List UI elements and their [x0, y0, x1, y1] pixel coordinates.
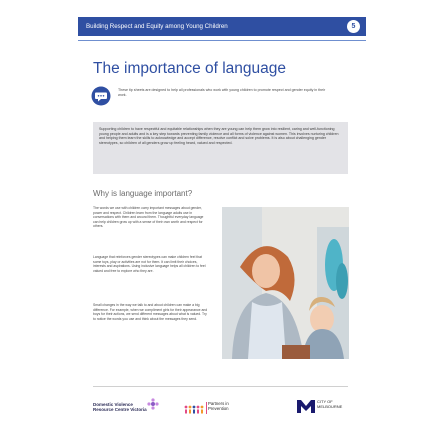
- intro-text: These tip sheets are designed to help all professionals who work with young children to promote respect and gender equity in their work.: [118, 88, 326, 97]
- pip-line-1: Partners in: [208, 401, 229, 406]
- dvrc-line-1: Domestic Violence: [93, 402, 133, 407]
- people-icon: [184, 404, 206, 414]
- footer-divider: [93, 386, 348, 387]
- header-bar: [78, 17, 366, 36]
- flower-icon: [147, 398, 159, 410]
- pip-divider: [206, 402, 207, 414]
- educator-child-photo: [222, 207, 349, 359]
- header-title: Building Respect and Equity among Young Children: [86, 23, 228, 30]
- partners-in-prevention-logo: [184, 401, 254, 415]
- page-title: The importance of language: [93, 60, 287, 77]
- body-paragraph: Language that reinforces gender stereotypes can make children feel that some toys, play or activities are not for them. It can limit their choices, interests and aspirations. Using inclusive language helps all children to feel valued and free to explore who they are.: [93, 255, 206, 273]
- info-box: [93, 122, 348, 174]
- body-paragraph: Small changes in the way we talk to and about children can make a big difference. For example, when we compliment girls for their appearance and boys for their actions, we send different messages about what is valued. Try to notice the words you use and think about the messages they send.: [93, 303, 208, 321]
- dvrc-logo-text: [93, 402, 147, 412]
- section-heading: Why is language important?: [93, 189, 193, 198]
- pip-logo-text: [208, 402, 229, 412]
- dvrc-line-2: Resource Centre Victoria: [93, 407, 147, 413]
- pip-line-2: Prevention: [208, 405, 229, 411]
- dvrc-logo: [93, 398, 175, 418]
- page-number-badge: 5: [347, 20, 360, 33]
- melb-line-2: MELBOURNE: [317, 403, 343, 409]
- city-of-melbourne-logo: [297, 398, 347, 416]
- speech-bubble-icon: [91, 86, 111, 106]
- melb-line-1: CITY OF: [317, 399, 333, 404]
- body-paragraph: The words we use with children carry important messages about gender, power and respect. Children learn from the language adults use in conversations with them and around them. Thoughtful everyday language can help children grow up with a sense of their own worth and respect for others.: [93, 206, 204, 228]
- m-mark-icon: [297, 400, 315, 413]
- melbourne-logo-text: [317, 400, 342, 409]
- info-box-text: Supporting children to have respectful and equitable relationships when they are young can help them grow into resilient, caring and well-functioning young people and adults and is a key step towards preventing family violence and all forms of violence against women. This involves nurturing children and helping them learn the skills to acknowledge and accept difference, resolve conflict and solve problems. It is also about challenging gender stereotypes, so children of all genders grow up feeling heard, valued and respected.: [99, 127, 339, 146]
- header-divider: [78, 40, 366, 41]
